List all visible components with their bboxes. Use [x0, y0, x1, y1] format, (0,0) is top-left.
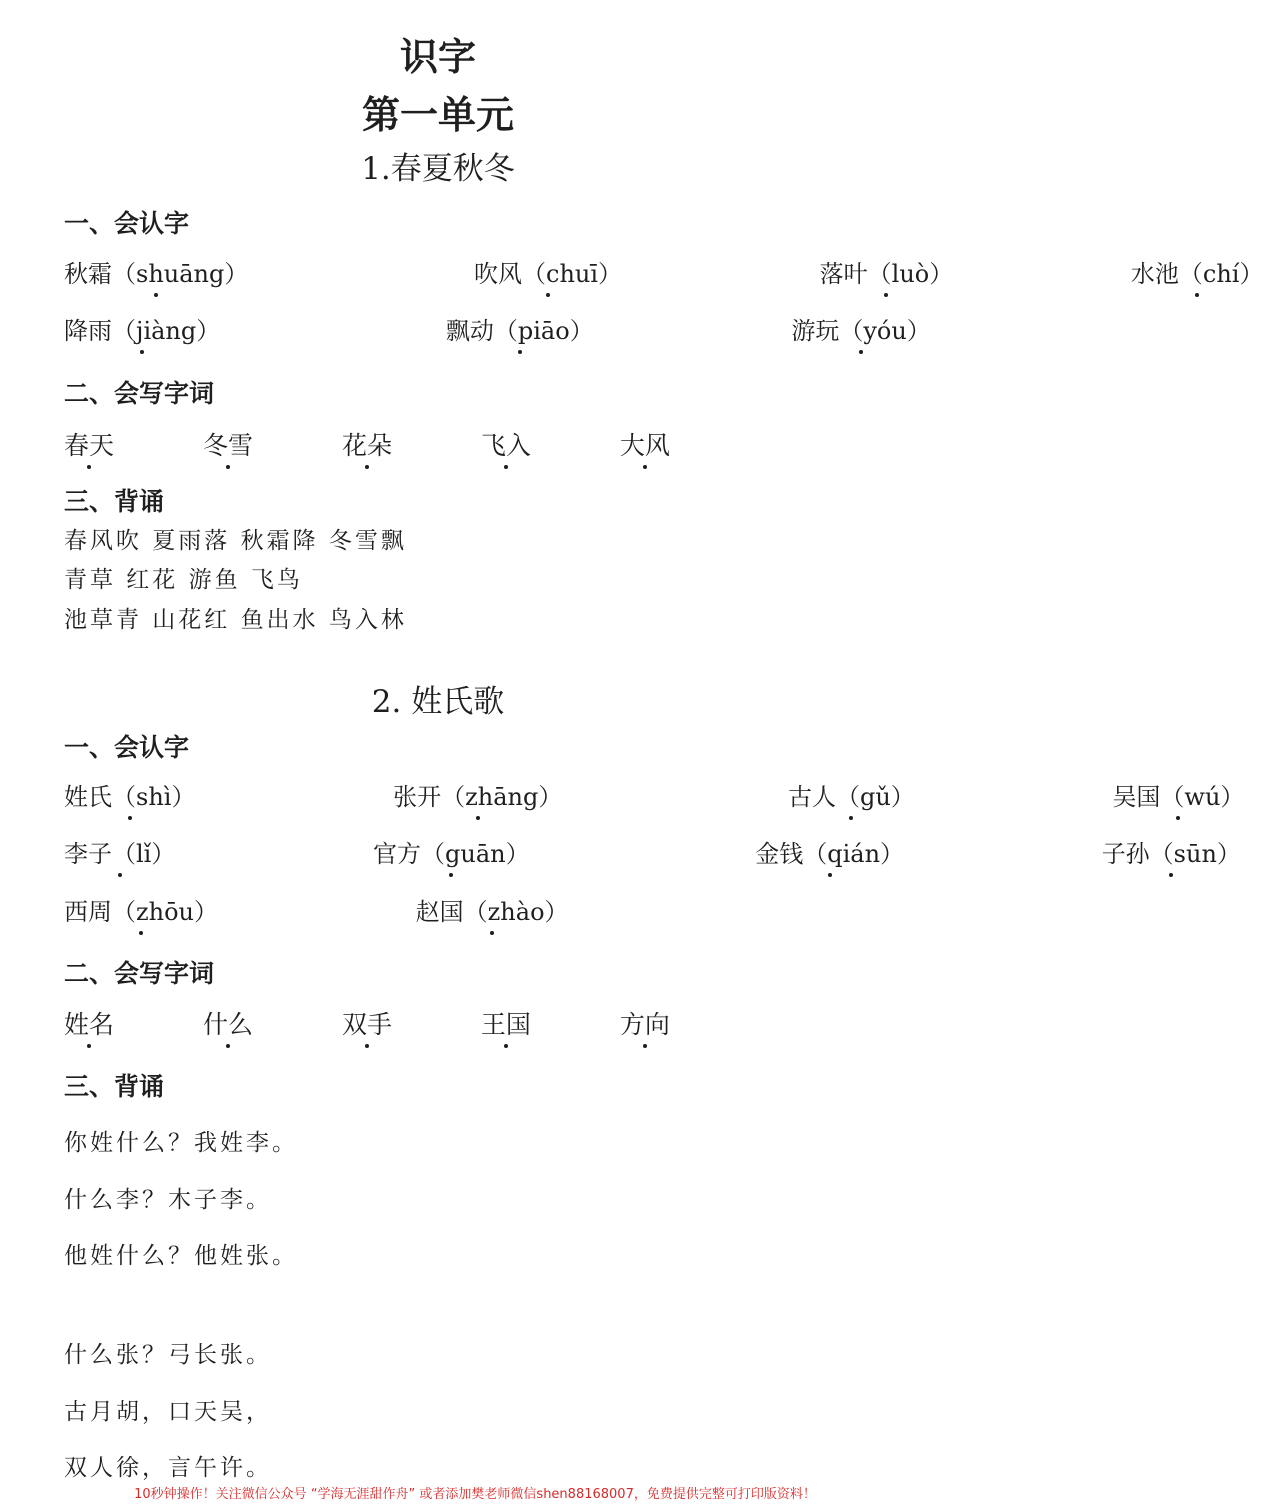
- lesson1-section-write: 二、会写字词: [64, 379, 215, 408]
- write-word: 姓名: [64, 1010, 115, 1039]
- lesson1-write-words: [64, 426, 670, 462]
- recognize-item: 子孙（sūn）: [1101, 840, 1241, 868]
- write-word: 花朵: [341, 431, 392, 460]
- lesson2-recognize-row-2: [64, 834, 1241, 870]
- recognize-item: 西周（zhōu）: [64, 898, 219, 926]
- lesson2-recite-line: 你姓什么？我姓李。: [64, 1130, 298, 1156]
- recognize-item: 吹风（chuī）: [474, 260, 623, 288]
- lesson2-section-recite: 三、背诵: [64, 1072, 165, 1101]
- write-word: 春天: [64, 431, 115, 460]
- lesson2-section-write: 二、会写字词: [64, 959, 215, 988]
- write-word: 双手: [341, 1010, 392, 1039]
- lesson2-recite-line: 什么张？弓长张。: [64, 1342, 272, 1368]
- lesson1-recite-line: 青草 红花 游鱼 飞鸟: [64, 567, 303, 593]
- recognize-item: 降雨（jiàng）: [64, 317, 221, 345]
- lesson2-recognize-row-3: [64, 892, 569, 928]
- recognize-item: 古人（gǔ）: [787, 783, 915, 811]
- unit-title: 第一单元: [361, 93, 514, 137]
- lesson1-recite-line: 池草青 山花红 鱼出水 鸟入林: [64, 607, 407, 633]
- write-word: 方向: [619, 1010, 670, 1039]
- lesson1-recognize-row-2: [64, 311, 931, 347]
- recognize-item: 吴国（wú）: [1112, 783, 1245, 811]
- lesson2-recognize-row-1: [64, 777, 1245, 813]
- lesson1-recite-line: 春风吹 夏雨落 秋霜降 冬雪飘: [64, 528, 407, 554]
- write-word: 大风: [619, 431, 670, 460]
- recognize-item: 落叶（luò）: [819, 260, 954, 288]
- write-word: 什么: [202, 1010, 253, 1039]
- recognize-item: 姓氏（shì）: [64, 783, 196, 811]
- lesson1-section-recite: 三、背诵: [64, 487, 165, 516]
- footer-notice: 10秒钟操作！关注微信公众号 “学海无涯甜作舟” 或者添加樊老师微信shen88168007，免费提供完整可打印版资料！: [134, 1487, 816, 1502]
- lesson2-recite-line: 古月胡，口天吴，: [64, 1399, 272, 1425]
- lesson2-recite-line: 双人徐，言午许。: [64, 1455, 272, 1481]
- lesson1-recognize-row-1: [64, 254, 1263, 290]
- write-word: 飞入: [480, 431, 531, 460]
- recognize-item: 游玩（yóu）: [791, 317, 931, 345]
- lesson2-write-words: [64, 1005, 670, 1041]
- recognize-item: 金钱（qián）: [755, 840, 905, 868]
- recognize-item: 秋霜（shuāng）: [64, 260, 249, 288]
- recognize-item: 水池（chí）: [1130, 260, 1263, 288]
- recognize-item: 飘动（piāo）: [445, 317, 594, 345]
- lesson1-title: 1.春夏秋冬: [361, 151, 515, 187]
- recognize-item: 李子（lǐ）: [64, 840, 176, 868]
- recognize-item: 赵国（zhào）: [415, 898, 569, 926]
- lesson1-section-recognize: 一、会认字: [64, 209, 190, 238]
- page-title: 识字: [399, 35, 476, 79]
- recognize-item: 官方（guān）: [373, 840, 530, 868]
- write-word: 冬雪: [202, 431, 253, 460]
- lesson2-title: 2. 姓氏歌: [371, 684, 505, 720]
- lesson2-section-recognize: 一、会认字: [64, 733, 190, 762]
- lesson2-recite-line: 他姓什么？他姓张。: [64, 1243, 298, 1269]
- write-word: 王国: [480, 1010, 531, 1039]
- lesson2-recite-line: 什么李？木子李。: [64, 1187, 272, 1213]
- recognize-item: 张开（zhāng）: [393, 783, 563, 811]
